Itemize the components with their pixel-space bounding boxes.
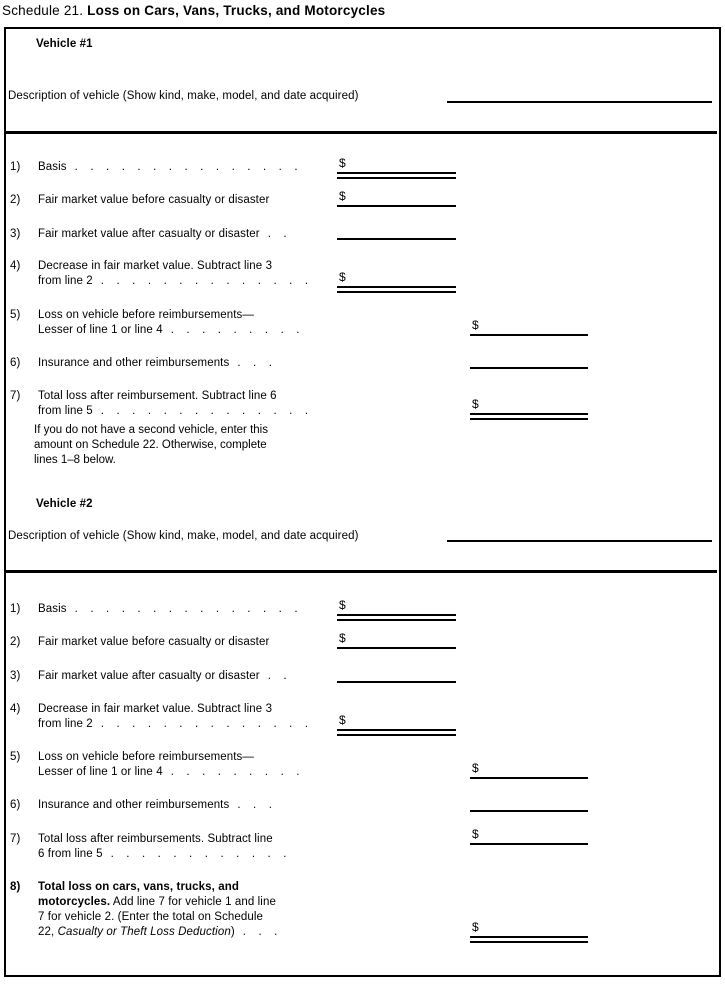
row-label xyxy=(38,602,346,617)
row-label xyxy=(38,227,346,242)
row-number: 3) xyxy=(10,670,21,682)
row-label-text: 7 for vehicle 2. (Enter the total on Schedule xyxy=(38,911,264,923)
row-label-text-italic: Casualty or Theft Loss Deduction xyxy=(57,926,231,938)
dot-leader: .. xyxy=(267,228,300,240)
note-line: amount on Schedule 22. Otherwise, complete xyxy=(34,439,267,451)
row-label-text: Basis xyxy=(38,161,67,173)
row-label-text: 6 from line 5 xyxy=(38,848,103,860)
vehicle2-description-entry-line xyxy=(447,540,712,542)
row-label xyxy=(38,832,346,862)
row-label-text: Decrease in fair market value. Subtract line 3 xyxy=(38,703,273,715)
page-title-main: Loss on Cars, Vans, Trucks, and Motorcycles xyxy=(87,3,386,18)
amount-entry-line xyxy=(470,777,588,779)
amount-entry-line xyxy=(337,238,456,240)
dollar-sign: $ xyxy=(472,920,479,934)
row-label-text: Lesser of line 1 or line 4 xyxy=(38,324,163,336)
amount-entry-line-double xyxy=(337,619,456,621)
amount-entry-line xyxy=(337,286,456,288)
amount-entry-line xyxy=(470,810,588,812)
dollar-sign: $ xyxy=(472,827,479,841)
row-label-text: ) xyxy=(230,926,235,938)
row-number: 1) xyxy=(10,603,21,615)
row-label xyxy=(38,798,346,813)
vehicle1-description-entry-line xyxy=(447,101,712,103)
row-label xyxy=(38,702,346,732)
dot-leader: ... xyxy=(237,357,285,369)
row-label xyxy=(38,389,346,419)
amount-entry-line-double xyxy=(470,941,588,943)
amount-entry-line-double xyxy=(337,291,456,293)
note-line: If you do not have a second vehicle, enter this xyxy=(34,424,268,436)
row-label xyxy=(38,193,346,208)
dollar-sign: $ xyxy=(339,713,346,727)
amount-entry-line xyxy=(337,681,456,683)
row-label xyxy=(38,308,346,338)
row-number: 1) xyxy=(10,161,21,173)
row-number: 2) xyxy=(10,194,21,206)
row-label xyxy=(38,669,346,684)
amount-entry-line xyxy=(470,334,588,336)
second-vehicle-note xyxy=(34,423,268,468)
amount-entry-line xyxy=(337,614,456,616)
amount-entry-line-double xyxy=(337,734,456,736)
amount-entry-line-double xyxy=(470,418,588,420)
row-label xyxy=(38,750,346,780)
amount-entry-line xyxy=(337,172,456,174)
row-label xyxy=(38,259,346,289)
row-number: 3) xyxy=(10,228,21,240)
row-number: 4) xyxy=(10,703,21,715)
vehicle1-separator-line xyxy=(6,131,717,134)
dollar-sign: $ xyxy=(339,270,346,284)
row-number: 7) xyxy=(10,390,21,402)
dot-leader: ............... xyxy=(74,603,311,615)
row-label-text: from line 5 xyxy=(38,405,93,417)
row-number: 5) xyxy=(10,309,21,321)
dot-leader: ............ xyxy=(110,848,299,860)
vehicle2-heading: Vehicle #2 xyxy=(36,498,93,510)
row-label-text: Fair market value before casualty or disaster xyxy=(38,636,270,648)
note-line: lines 1–8 below. xyxy=(34,454,116,466)
dot-leader: .............. xyxy=(100,718,321,730)
row-label-text: Total loss after reimbursements. Subtract line xyxy=(38,833,273,845)
dot-leader: ... xyxy=(242,926,290,938)
row-label-text: from line 2 xyxy=(38,275,93,287)
page-title-prefix: Schedule 21. xyxy=(2,3,84,18)
dollar-sign: $ xyxy=(472,318,479,332)
row-label-text: Lesser of line 1 or line 4 xyxy=(38,766,163,778)
row-label-text: Total loss after reimbursement. Subtract line 6 xyxy=(38,390,277,402)
row-label xyxy=(38,880,346,940)
dollar-sign: $ xyxy=(339,156,346,170)
row-label-text: Loss on vehicle before reimbursements— xyxy=(38,751,255,763)
row-number: 8) xyxy=(10,881,21,893)
row-number: 5) xyxy=(10,751,21,763)
dot-leader: .. xyxy=(267,670,300,682)
vehicle1-description-label: Description of vehicle (Show kind, make, model, and date acquired) xyxy=(8,90,359,102)
dollar-sign: $ xyxy=(339,598,346,612)
row-label-text: Insurance and other reimbursements xyxy=(38,357,230,369)
row-label-text: 22, xyxy=(38,926,58,938)
row-label xyxy=(38,160,346,175)
row-label-text: Fair market value after casualty or disaster xyxy=(38,670,260,682)
row-label-text: Add line 7 for vehicle 1 and line xyxy=(110,896,276,908)
row-label-text-bold: motorcycles. xyxy=(38,896,111,908)
amount-entry-line xyxy=(470,843,588,845)
row-label-text: Insurance and other reimbursements xyxy=(38,799,230,811)
dot-leader: ......... xyxy=(170,324,312,336)
row-label xyxy=(38,356,346,371)
dollar-sign: $ xyxy=(339,631,346,645)
vehicle2-description-label: Description of vehicle (Show kind, make, model, and date acquired) xyxy=(8,530,359,542)
dot-leader: ......... xyxy=(170,766,312,778)
row-label xyxy=(38,635,346,650)
dot-leader: .............. xyxy=(100,405,321,417)
dot-leader: ... xyxy=(237,799,285,811)
amount-entry-line xyxy=(337,647,456,649)
row-label-text: from line 2 xyxy=(38,718,93,730)
amount-entry-line-double xyxy=(337,177,456,179)
dollar-sign: $ xyxy=(472,397,479,411)
row-number: 6) xyxy=(10,799,21,811)
row-number: 6) xyxy=(10,357,21,369)
row-label-text: Decrease in fair market value. Subtract line 3 xyxy=(38,260,273,272)
vehicle1-heading: Vehicle #1 xyxy=(36,38,93,50)
amount-entry-line xyxy=(470,367,588,369)
row-number: 4) xyxy=(10,260,21,272)
row-label-text: Fair market value before casualty or disaster xyxy=(38,194,270,206)
row-label-text-bold: Total loss on cars, vans, trucks, and xyxy=(38,881,239,893)
amount-entry-line xyxy=(337,729,456,731)
row-number: 7) xyxy=(10,833,21,845)
amount-entry-line xyxy=(470,413,588,415)
dollar-sign: $ xyxy=(472,761,479,775)
dot-leader: ............... xyxy=(74,161,311,173)
row-label-text: Basis xyxy=(38,603,67,615)
row-label-text: Loss on vehicle before reimbursements— xyxy=(38,309,255,321)
vehicle2-separator-line xyxy=(6,570,717,573)
dollar-sign: $ xyxy=(339,189,346,203)
row-label-text: Fair market value after casualty or disaster xyxy=(38,228,260,240)
row-number: 2) xyxy=(10,636,21,648)
dot-leader: .............. xyxy=(100,275,321,287)
amount-entry-line xyxy=(337,205,456,207)
amount-entry-line xyxy=(470,936,588,938)
page-title xyxy=(2,3,385,18)
